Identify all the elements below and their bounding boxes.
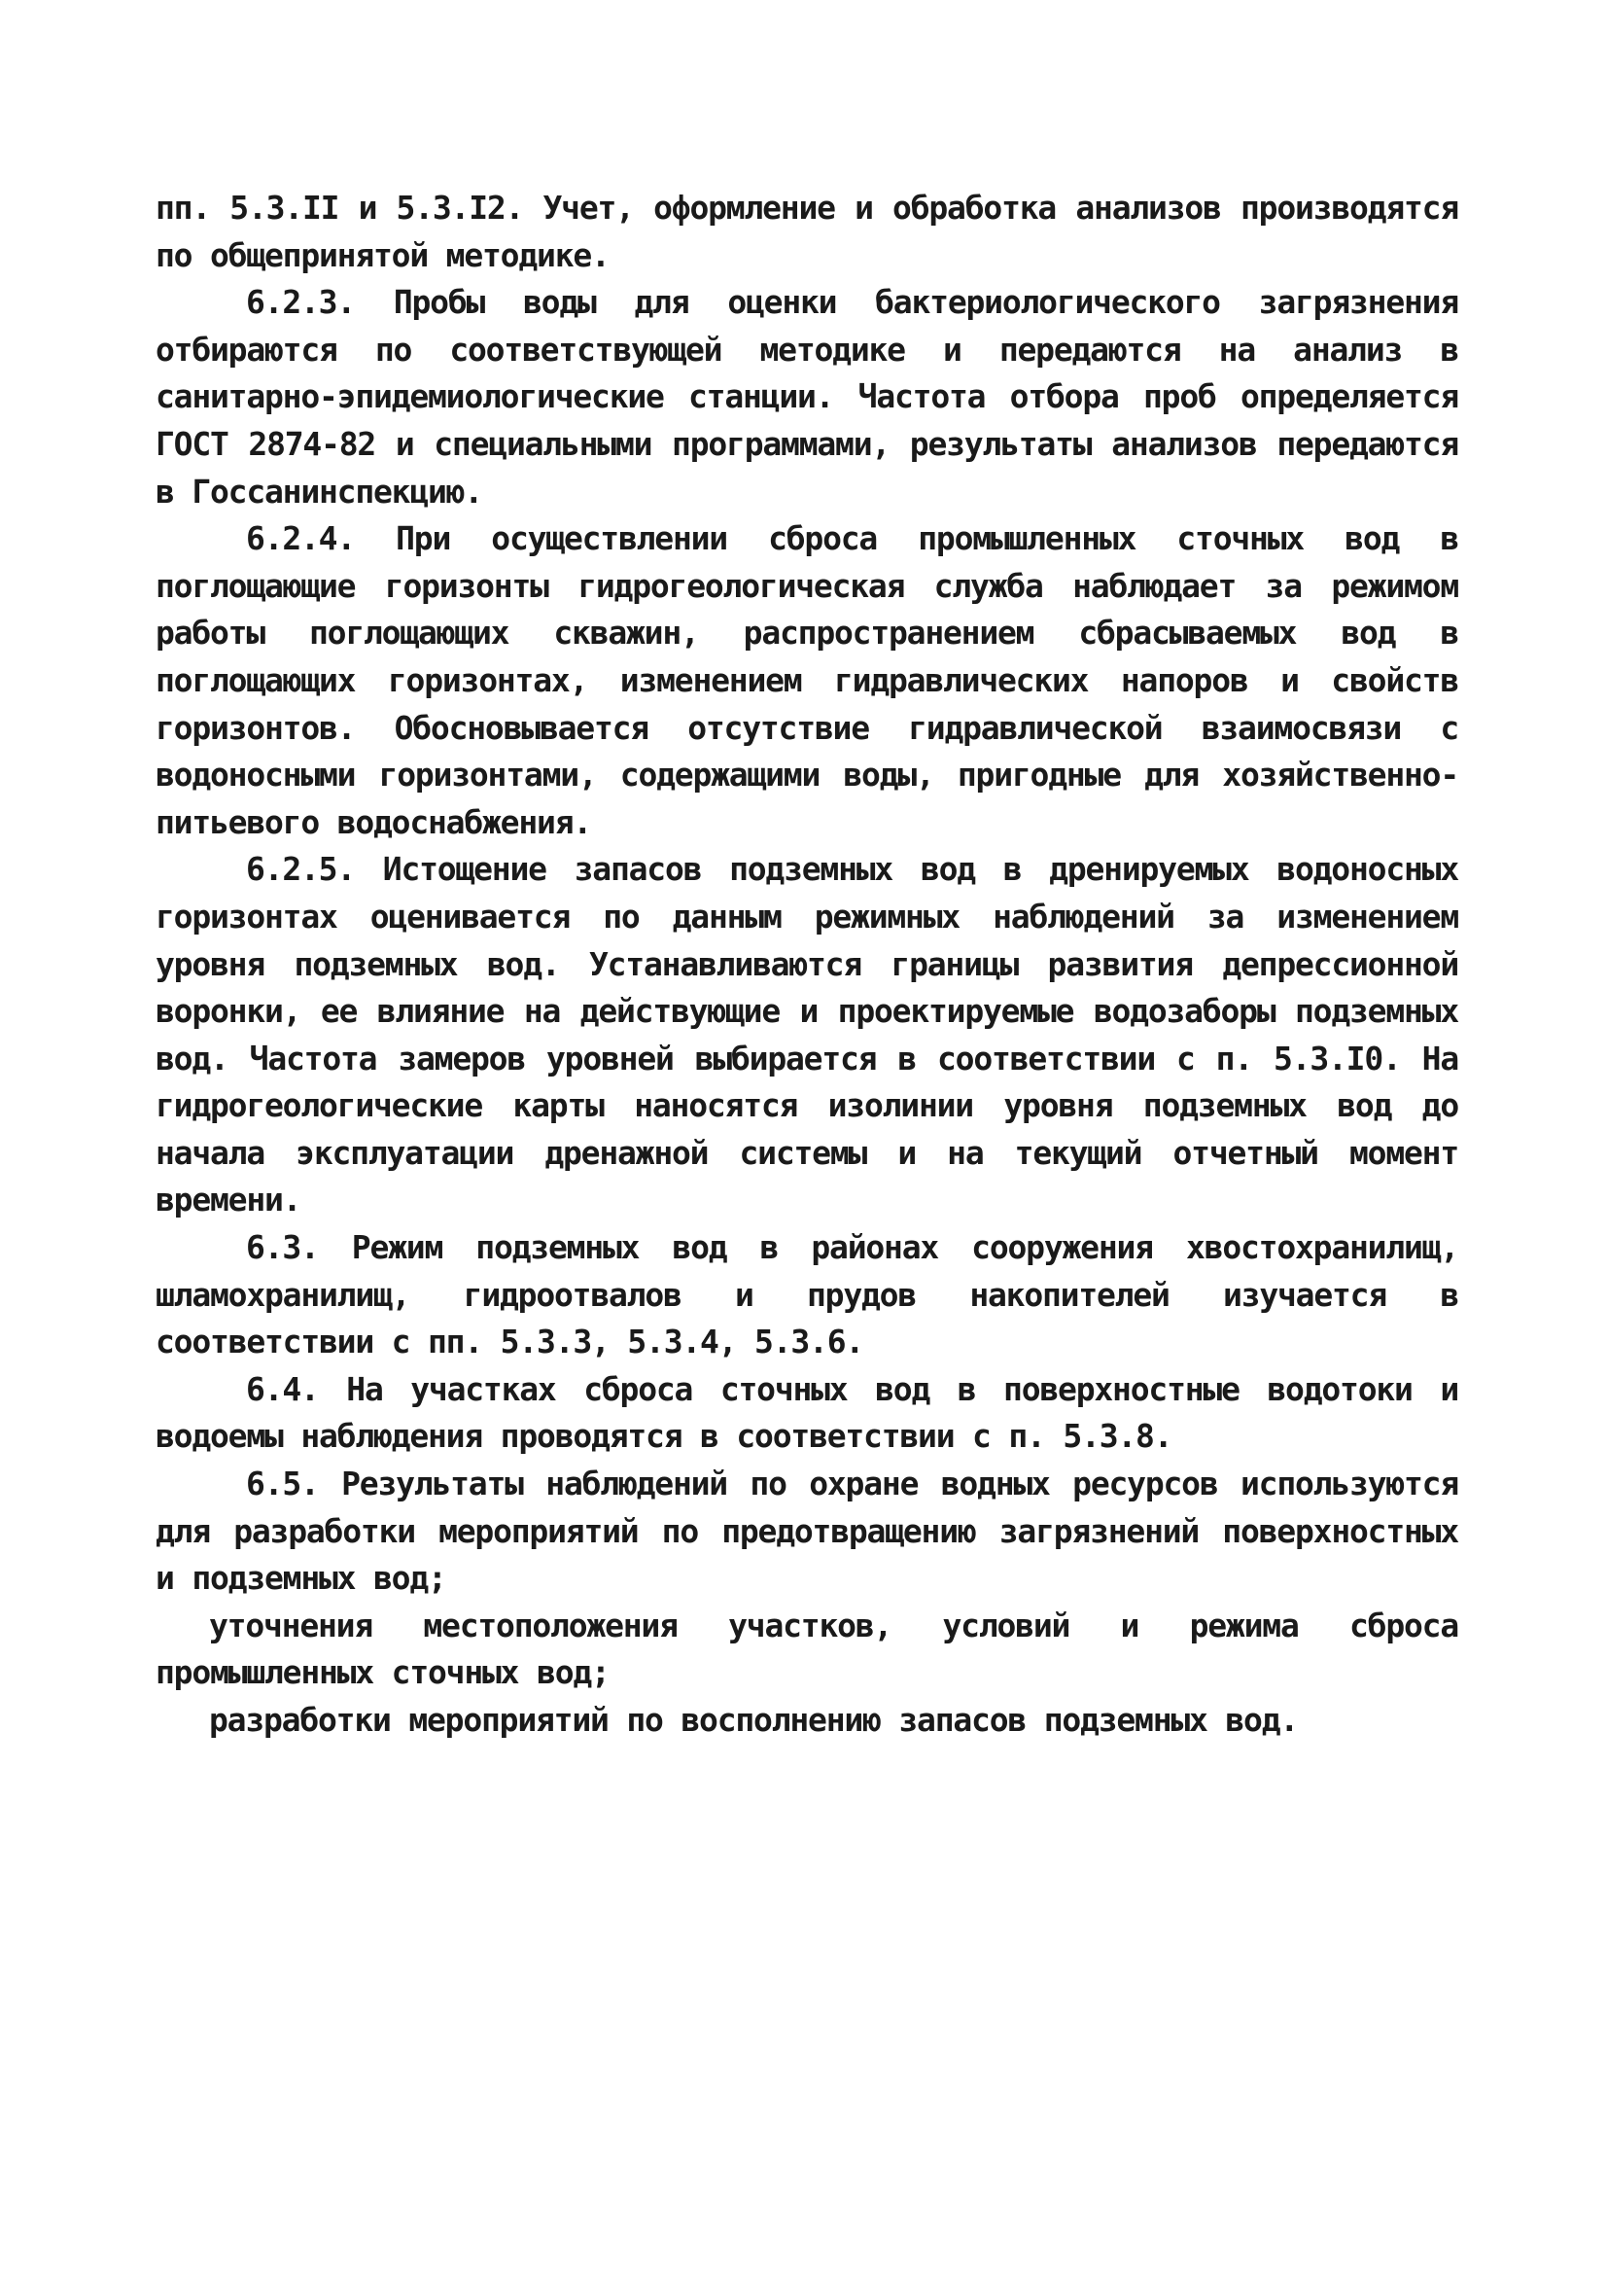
paragraph-clarification: уточнения местоположения участков, условий и режима сброса промышленных сточных вод;: [156, 1606, 1458, 1692]
paragraph-6-3: 6.3. Режим подземных вод в районах сооружения хвостохранилищ, шламохранилищ, гидроотвалов и прудов накопителей изучается в соответствии с пп. 5.3.3, 5.3.4, 5.3.6.: [156, 1228, 1458, 1361]
paragraph-6-4: 6.4. На участках сброса сточных вод в поверхностные водотоки и водоемы наблюдения проводятся в соответствии с п. 5.3.8.: [156, 1369, 1458, 1456]
paragraph-6-2-5: 6.2.5. Истощение запасов подземных вод в дренируемых водоносных горизонтах оценивается по данным режимных наблюдений за изменением уровня подземных вод. Устанавливаются границы развития депрессионной воронки, ее влияние на действующие и проектируемые водозаборы подземных вод. Частота замеров уровней выбирается в соответствии с п. 5.3.I0. На гидрогеологические карты наносятся изолинии уровня подземных вод до начала эксплуатации дренажной системы и на текущий отчетный момент времени.: [156, 850, 1458, 1219]
paragraph-6-2-3: 6.2.3. Пробы воды для оценки бактериологического загрязнения отбираются по соответствующей методике и передаются на анализ в санитарно-эпидемиологические станции. Частота отбора проб определяется ГОСТ 2874-82 и специальными программами, результаты анализов передаются в Госсанинспекцию.: [156, 283, 1458, 511]
document-body: [156, 185, 1458, 1745]
paragraph-6-2-4: 6.2.4. При осуществлении сброса промышленных сточных вод в поглощающие горизонты гидрогеологическая служба наблюдает за режимом работы поглощающих скважин, распространением сбрасываемых вод в поглощающих горизонтах, изменением гидравлических напоров и свойств горизонтов. Обосновывается отсутствие гидравлической взаимосвязи с водоносными горизонтами, содержащими воды, пригодные для хозяйственно-питьевого водоснабжения.: [156, 519, 1458, 841]
paragraph-6-5: 6.5. Результаты наблюдений по охране водных ресурсов используются для разработки мероприятий по предотвращению загрязнений поверхностных и подземных вод;: [156, 1465, 1458, 1598]
paragraph-replenishment: разработки мероприятий по восполнению запасов подземных вод.: [209, 1701, 1299, 1739]
paragraph-continuation: пп. 5.3.II и 5.3.I2. Учет, оформление и обработка анализов производятся по общепринятой методике.: [156, 189, 1458, 274]
